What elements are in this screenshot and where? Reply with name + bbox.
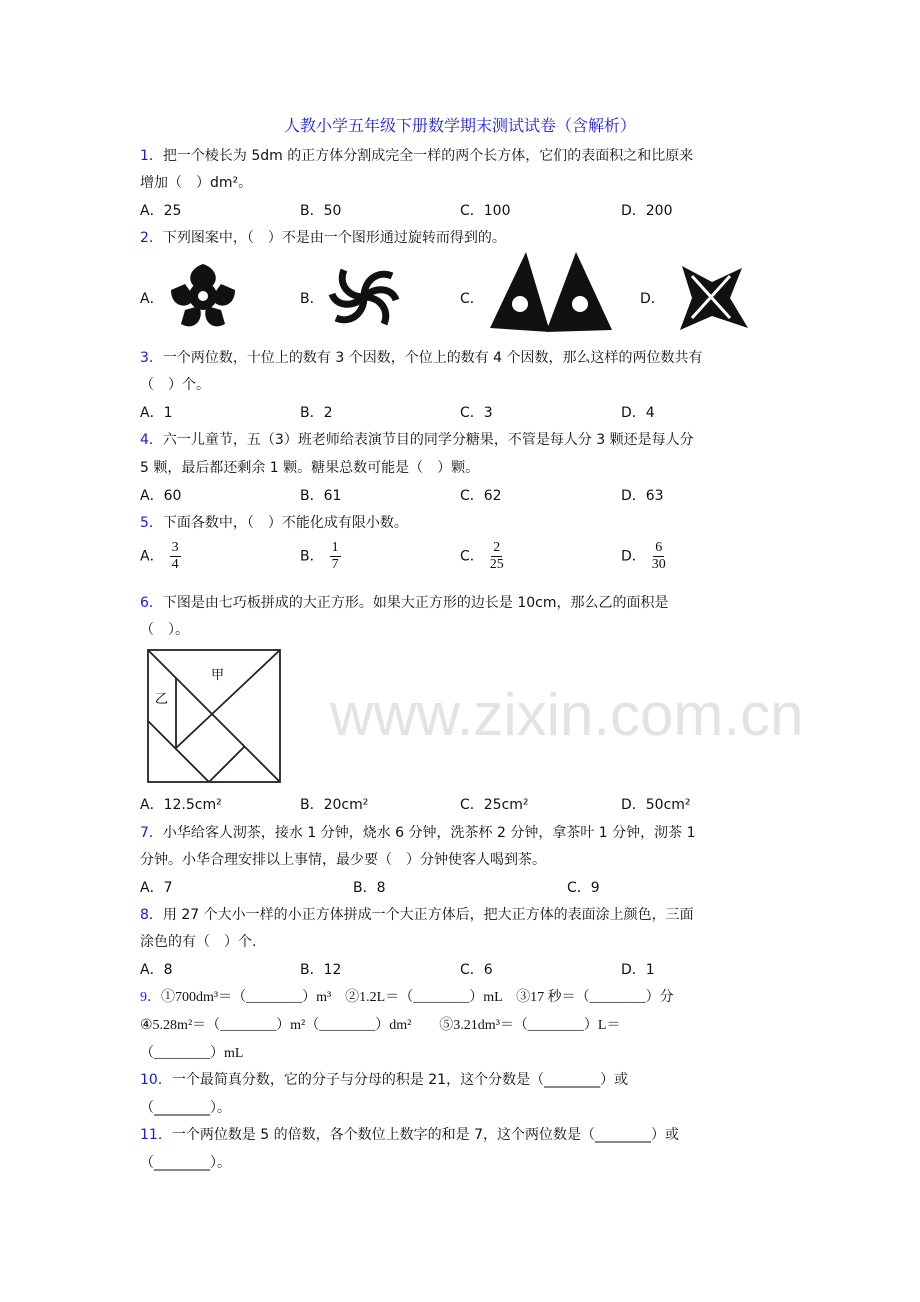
spiral-pattern-icon <box>328 262 400 332</box>
q6-option-b: B．20cm² <box>300 797 369 813</box>
q6-line2: （ ）。 <box>140 622 189 638</box>
q7-line1: 7．小华给客人沏茶，接水 1 分钟，烧水 6 分钟，洗茶杯 2 分钟，拿茶叶 1 分钟，沏茶 1 <box>140 825 696 841</box>
q2-option-b: B． <box>300 291 324 307</box>
q5-option-a: A． $\frac{3}{4}$ <box>140 540 179 572</box>
q8-option-d: D．1 <box>621 962 655 978</box>
tangram-figure <box>147 649 283 785</box>
q3-option-d: D．4 <box>621 405 655 421</box>
q5-option-b: B． $\frac{1}{7}$ <box>300 540 339 572</box>
q8-option-c: C．6 <box>460 962 493 978</box>
q7-line2: 分钟。小华合理安排以上事情，最少要（ ）分钟使客人喝到茶。 <box>140 852 546 868</box>
q4-option-c: C．62 <box>460 488 502 504</box>
q10-line1: 10．一个最简真分数，它的分子与分母的积是 21，这个分数是（________）或 <box>140 1072 629 1088</box>
q11-line2: （________）。 <box>140 1155 231 1171</box>
triangles-pattern-icon <box>488 252 616 336</box>
q6-option-d: D．50cm² <box>621 797 691 813</box>
pinwheel-pattern-icon <box>672 262 750 334</box>
q2-option-a: A． <box>140 291 164 307</box>
q1-option-b: B．50 <box>300 203 342 219</box>
figure-label-yi: 乙 <box>155 692 169 707</box>
q8-line2: 涂色的有（ ）个. <box>140 934 257 950</box>
q4-option-d: D．63 <box>621 488 664 504</box>
q2-line1: 2．下列图案中，（ ）不是由一个图形通过旋转而得到的。 <box>140 230 506 246</box>
q4-option-a: A．60 <box>140 488 182 504</box>
q9-line1: 9．①700dm³＝（________）m³ ②1.2L＝（________）mL ③17 秒＝（________）分 <box>140 990 674 1005</box>
q8-option-a: A．8 <box>140 962 173 978</box>
q1-option-a: A．25 <box>140 203 182 219</box>
q1-option-d: D．200 <box>621 203 673 219</box>
q11-line1: 11．一个两位数是 5 的倍数，各个数位上数字的和是 7，这个两位数是（________）或 <box>140 1127 679 1143</box>
figure-label-jia: 甲 <box>211 668 225 683</box>
q9-line3: （________）mL <box>140 1046 244 1061</box>
flower-pattern-icon <box>165 262 241 330</box>
q2-option-d: D． <box>640 291 665 307</box>
q6-option-c: C．25cm² <box>460 797 529 813</box>
q4-line1: 4．六一儿童节，五（3）班老师给表演节目的同学分糖果，不管是每人分 3 颗还是每人分 <box>140 432 694 448</box>
watermark: www.zixin.com.cn <box>330 681 804 748</box>
q4-option-b: B．61 <box>300 488 342 504</box>
q2-option-c: C． <box>460 291 484 307</box>
q3-line2: （ ）个。 <box>140 377 210 393</box>
q7-option-a: A．7 <box>140 880 173 896</box>
q3-option-c: C．3 <box>460 405 493 421</box>
q6-line1: 6．下图是由七巧板拼成的大正方形。如果大正方形的边长是 10cm，那么乙的面积是 <box>140 595 669 611</box>
q8-option-b: B．12 <box>300 962 342 978</box>
q7-option-c: C．9 <box>567 880 600 896</box>
q3-option-a: A．1 <box>140 405 173 421</box>
q7-option-b: B．8 <box>353 880 386 896</box>
q1-line1: 1．把一个棱长为 5dm 的正方体分割成完全一样的两个长方体，它们的表面积之和比原来 <box>140 148 694 164</box>
q5-line1: 5．下面各数中，（ ）不能化成有限小数。 <box>140 515 408 531</box>
q1-option-c: C．100 <box>460 203 511 219</box>
q9-line2: ④5.28m²＝（________）m²（________）dm² ⑤3.21dm³＝（________）L＝ <box>140 1018 621 1033</box>
page-title: 人教小学五年级下册数学期末测试试卷（含解析） <box>283 116 636 135</box>
q8-line1: 8．用 27 个大小一样的小正方体拼成一个大正方体后，把大正方体的表面涂上颜色，三面 <box>140 907 694 923</box>
q4-line2: 5 颗，最后都还剩余 1 颗。糖果总数可能是（ ）颗。 <box>140 460 480 476</box>
q5-option-d: D． $\frac{6}{30}$ <box>621 540 666 572</box>
q3-line1: 3．一个两位数，十位上的数有 3 个因数，个位上的数有 4 个因数，那么这样的两位数共有 <box>140 350 703 366</box>
q6-option-a: A．12.5cm² <box>140 797 222 813</box>
q10-line2: （________）。 <box>140 1100 231 1116</box>
q1-line2: 增加（ ）dm²。 <box>140 175 253 191</box>
q5-option-c: C． $\frac{2}{25}$ <box>460 540 504 572</box>
q3-option-b: B．2 <box>300 405 333 421</box>
